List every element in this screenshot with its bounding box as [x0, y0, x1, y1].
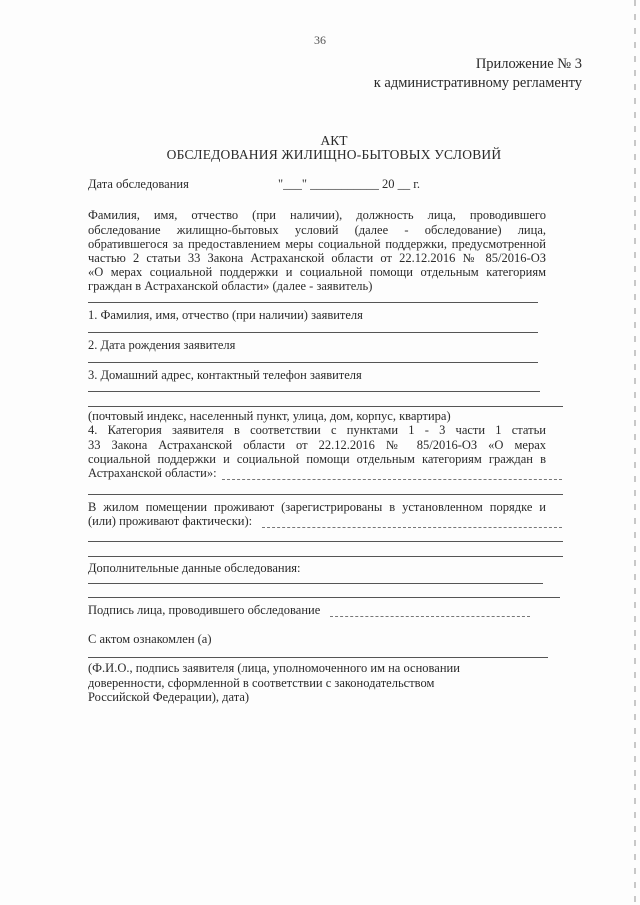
residents-line-1: В жилом помещении проживают (зарегистрированы в установленном порядке и	[88, 500, 546, 514]
blank-line	[88, 583, 543, 584]
section-1-label: 1. Фамилия, имя, отчество (при наличии) заявителя	[88, 308, 363, 322]
page-number: 36	[314, 33, 326, 47]
blank-line	[88, 302, 538, 303]
intro-line-4: частью 2 статьи 33 Закона Астраханской области от 22.12.2016 № 85/2016-ОЗ	[88, 251, 546, 265]
inspector-signature-label: Подпись лица, проводившего обследование	[88, 603, 321, 617]
intro-line-6: граждан в Астраханской области» (далее - заявитель)	[88, 279, 373, 293]
scan-edge-artifact	[634, 0, 636, 905]
blank-line	[222, 479, 562, 480]
blank-line	[88, 494, 563, 495]
blank-line	[88, 657, 548, 658]
intro-line-3: обратившегося за предоставлением меры социальной поддержки, предусмотренной	[88, 237, 546, 251]
act-title: АКТ	[320, 133, 348, 148]
appendix-number: Приложение № 3	[475, 56, 582, 72]
act-subtitle: ОБСЛЕДОВАНИЯ ЖИЛИЩНО-БЫТОВЫХ УСЛОВИЙ	[166, 147, 502, 162]
blank-line	[88, 362, 538, 363]
intro-line-1: Фамилия, имя, отчество (при наличии), должность лица, проводившего	[88, 208, 546, 222]
section-4-line-1: 4. Категория заявителя в соответствии с пунктами 1 - 3 части 1 статьи	[88, 423, 546, 437]
date-field: "___" ___________ 20 __ г.	[278, 177, 421, 191]
blank-line	[88, 332, 538, 333]
signature-line	[330, 616, 530, 617]
address-hint: (почтовый индекс, населенный пункт, улица, дом, корпус, квартира)	[88, 409, 451, 423]
section-3-label: 3. Домашний адрес, контактный телефон заявителя	[88, 368, 362, 382]
section-4-line-4: Астраханской области»:	[88, 466, 217, 480]
additional-data-label: Дополнительные данные обследования:	[88, 561, 301, 575]
acquainted-label: С актом ознакомлен (а)	[88, 632, 212, 646]
blank-line	[88, 597, 560, 598]
blank-line	[88, 406, 563, 407]
intro-line-2: обследование жилищно-бытовых условий (далее - обследование) лица,	[88, 223, 546, 237]
footer-line-2: доверенности, сформленной в соответствии с законодательством	[88, 676, 435, 690]
blank-line	[262, 527, 562, 528]
footer-line-3: Российской Федерации), дата)	[88, 690, 250, 704]
blank-line	[88, 391, 540, 392]
section-4-line-3: социальной поддержки и социальной помощи отдельным категориям граждан в	[88, 452, 546, 466]
footer-line-1: (Ф.И.О., подпись заявителя (лица, уполномоченного им на основании	[88, 661, 460, 675]
appendix-reference: к административному регламенту	[373, 75, 582, 91]
intro-line-5: «О мерах социальной поддержки и социальной помощи отдельным категориям	[88, 265, 546, 279]
blank-line	[88, 556, 563, 557]
date-label: Дата обследования	[88, 177, 189, 191]
residents-line-2: (или) проживают фактически):	[88, 514, 253, 528]
section-4-line-2: 33 Закона Астраханской области от 22.12.2016 № 85/2016-ОЗ «О мерах	[88, 438, 546, 452]
section-2-label: 2. Дата рождения заявителя	[88, 338, 236, 352]
blank-line	[88, 541, 563, 542]
